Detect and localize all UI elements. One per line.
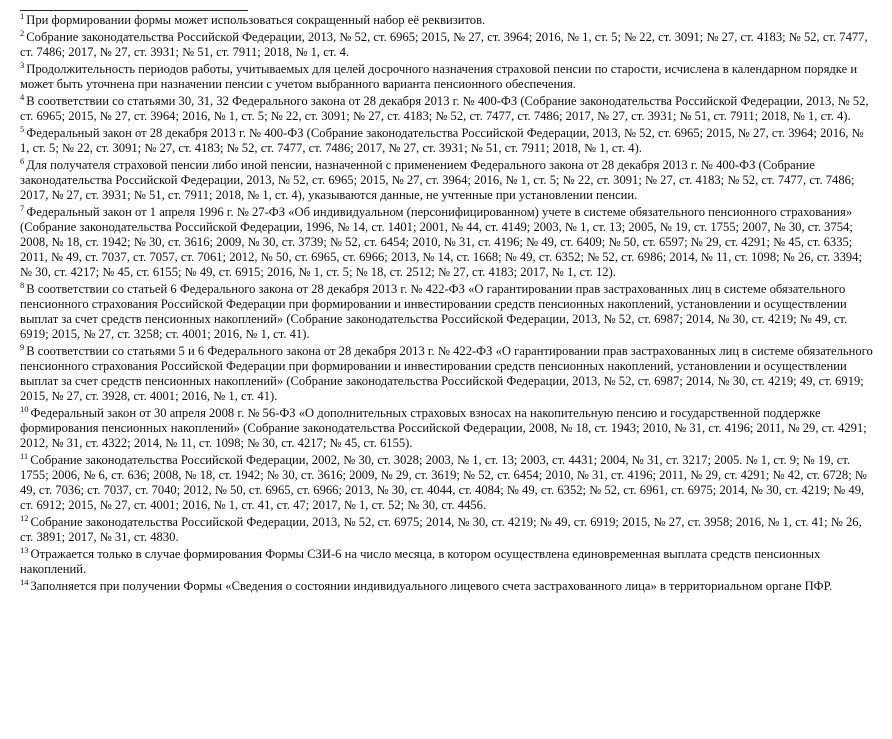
footnote-text: Продолжительность периодов работы, учитываемых для целей досрочного назначения страховой пенсии по старости, исчислена в календарном порядке и может быть уточнена при назначении пенсии с учетом выбранного варианта пенсионного обеспечения. [20,62,858,91]
footnote-1 [20,13,874,28]
footnote-text: При формировании формы может использоваться сокращенный набор её реквизитов. [26,13,486,27]
footnote-6 [20,158,874,203]
footnote-text: Заполняется при получении Формы «Сведения о состоянии индивидуального лицевого счета застрахованного лица» в территориальном органе ПФР. [30,579,833,593]
footnote-text: Федеральный закон от 28 декабря 2013 г. № 400-ФЗ (Собрание законодательства Российской Федерации, 2013, № 52, ст. 6965; 2015, № 27, ст. 3964; 2016, № 1, ст. 5; № 22, ст. 3091; № 27, ст. 4183; № 52, ст. 7477, ст. 7486; 2017, № 27, ст. 3931; № 51, ст. 7911; 2018, № 1, ст. 4). [20,126,864,155]
footnote-number: 14 [20,577,29,587]
footnote-10 [20,406,874,451]
footnote-12 [20,515,874,545]
footnote-text: Собрание законодательства Российской Федерации, 2013, № 52, ст. 6975; 2014, № 30, ст. 4219; № 49, ст. 6919; 2015, № 27, ст. 3958; 2016, № 1, ст. 41; № 26, ст. 3891; 2017, № 31, ст. 4830. [20,515,862,544]
footnote-13 [20,547,874,577]
footnote-4 [20,94,874,124]
footnote-number: 8 [20,280,25,290]
footnote-14 [20,579,874,594]
footnote-number: 7 [20,203,25,213]
footnote-number: 4 [20,92,25,102]
footnote-5 [20,126,874,156]
footnote-number: 2 [20,28,25,38]
footnote-separator-line [20,10,248,11]
footnote-number: 6 [20,156,25,166]
footnote-8 [20,282,874,342]
footnote-text: В соответствии со статьями 5 и 6 Федерального закона от 28 декабря 2013 г. № 422-ФЗ «О гарантировании прав застрахованных лиц в системе обязательного пенсионного страхования Российской Федерации при формировании и инвестировании средств пенсионных накоплений, установлении и осуществлении выплат за счет средств пенсионных накоплений» (Собрание законодательства Российской Федерации, 2013, № 52, ст. 6987; 2014, № 30, ст. 4219; 49, ст. 6919; 2015, № 27, ст. 3928, ст. 4001; 2016, № 1, ст. 41). [20,344,873,403]
footnote-number: 9 [20,342,25,352]
footnote-text: В соответствии со статьями 30, 31, 32 Федерального закона от 28 декабря 2013 г. № 400-ФЗ (Собрание законодательства Российской Федерации, 2013, № 52, ст. 6965; 2015, № 27, ст. 3964; 2016, № 1, ст. 5; № 22, ст. 3091; № 27, ст. 4183; № 52, ст. 7477, ст. 7486; 2017, № 27, ст. 3931; № 51, ст. 7911; 2018, № 1, ст. 4). [20,94,869,123]
footnote-3 [20,62,874,92]
footnote-text: Отражается только в случае формирования Формы СЗИ-6 на число месяца, в котором осуществлена единовременная выплата средств пенсионных накоплений. [20,547,821,576]
footnote-number: 12 [20,513,29,523]
footnote-number: 10 [20,404,29,414]
footnote-number: 5 [20,124,25,134]
footnote-number: 1 [20,11,25,21]
footnote-text: Для получателя страховой пенсии либо иной пенсии, назначенной с применением Федерального закона от 28 декабря 2013 г. № 400-ФЗ (Собрание законодательства Российской Федерации, 2013, № 52, ст. 6965; 2015, № 27, ст. 3964; 2016, № 1, ст. 5; № 22, ст. 3091; № 27, ст. 4183; № 52, ст. 7477, ст. 7486; 2017, № 27, ст. 3931; № 51, ст. 7911; 2018, № 1, ст. 4), указываются данные, не учтенные при установлении пенсии. [20,158,855,202]
footnote-text: В соответствии со статьей 6 Федерального закона от 28 декабря 2013 г. № 422-ФЗ «О гарантировании прав застрахованных лиц в системе обязательного пенсионного страхования Российской Федерации при формировании и инвестировании средств пенсионных накоплений, установлении и осуществлении выплат за счет средств пенсионных накоплений» (Собрание законодательства Российской Федерации, 2013, № 52, ст. 6987; 2014, № 30, ст. 4219; № 49, ст. 6919; 2015, № 27, ст. 3258; ст. 4001; 2016, № 1, ст. 41). [20,282,848,341]
footnote-text: Федеральный закон от 30 апреля 2008 г. № 56-ФЗ «О дополнительных страховых взносах на накопительную пенсию и государственной поддержке формирования пенсионных накоплений» (Собрание законодательства Российской Федерации, 2008, № 18, ст. 1943; 2010, № 31, ст. 4196; 2011, № 29, ст. 4291; 2012, № 31, ст. 4322; 2014, № 11, ст. 1098; № 30, ст. 4217; № 45, ст. 6155). [20,406,867,450]
footnote-7 [20,205,874,280]
footnote-11 [20,453,874,513]
footnote-text: Собрание законодательства Российской Федерации, 2002, № 30, ст. 3028; 2003, № 1, ст. 13; 2003, ст. 4431; 2004, № 31, ст. 3217; 2005. № 1, ст. 9; № 19, ст. 1755; 2006, № 6, ст. 636; 2008, № 18, ст. 1942; № 30, ст. 3616; 2009, № 29, ст. 3619; № 52, ст. 6454; 2010, № 31, ст. 4196; 2011, № 29, ст. 4291; № 42, ст. 6728; № 49, ст. 7036; ст. 7037, ст. 7040; 2012, № 50, ст. 6965, ст. 6966; 2013, № 30, ст. 4044, ст. 4084; № 49, ст. 6352; № 52, ст. 6961, ст. 6975; 2014, № 30, ст. 4219; № 49, ст. 6912; 2015, № 27, ст. 4001; 2016, № 1, ст. 41, ст. 47; 2017, № 1, ст. 52; № 30, ст. 4456. [20,453,867,512]
footnote-9 [20,344,874,404]
footnote-text: Собрание законодательства Российской Федерации, 2013, № 52, ст. 6965; 2015, № 27, ст. 3964; 2016, № 1, ст. 5; № 22, ст. 3091; № 27, ст. 4183; № 52, ст. 7477, ст. 7486; 2017, № 27, ст. 3931; № 51, ст. 7911; 2018, № 1, ст. 4. [20,30,868,59]
footnote-number: 13 [20,545,29,555]
footnote-number: 11 [20,451,29,461]
footnote-2 [20,30,874,60]
footnote-number: 3 [20,60,25,70]
footnote-text: Федеральный закон от 1 апреля 1996 г. № 27-ФЗ «Об индивидуальном (персонифицированном) учете в системе обязательного пенсионного страхования» (Собрание законодательства Российской Федерации, 1996, № 14, ст. 1401; 2001, № 44, ст. 4149; 2003, № 1, ст. 13; 2005, № 19, ст. 1755; 2007, № 30, ст. 3754; 2008, № 18, ст. 1942; № 30, ст. 3616; 2009, № 30, ст. 3739; № 52, ст. 6454; 2010, № 31, ст. 4196; № 49, ст. 6409; № 50, ст. 6597; № 29, ст. 4291; № 45, ст. 6335; 2011, № 49, ст. 7037, ст. 7057, ст. 7061; 2012, № 50, ст. 6965, ст. 6966; 2013, № 14, ст. 1668; № 49, ст. 6352; № 52, ст. 6986; 2014, № 11, ст. 1098; № 26, ст. 3394; № 30, ст. 4217; № 45, ст. 6155; № 49, ст. 6915; 2016, № 1, ст. 5; № 18, ст. 2512; № 27, ст. 4183; 2017, № 1, ст. 12). [20,205,862,279]
